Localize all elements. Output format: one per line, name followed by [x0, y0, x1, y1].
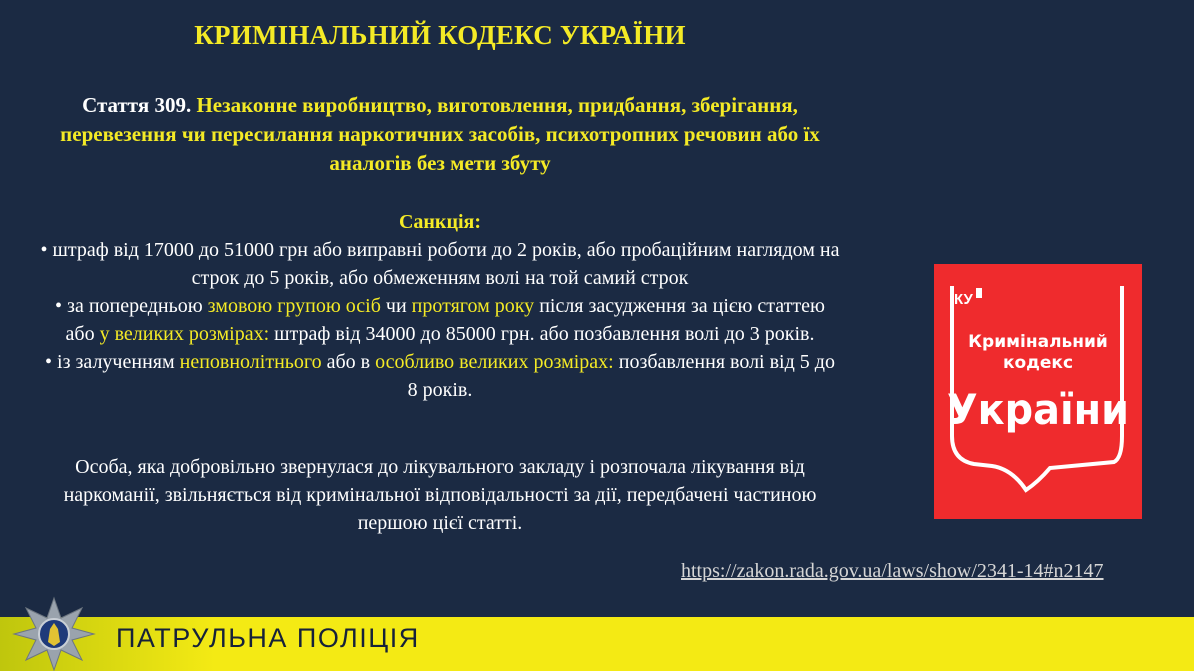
sanction-item-1: • штраф від 17000 до 51000 грн або виправні роботи до 2 років, або пробаційним наглядом на строк до 5 років, або обмеженням волі на той самий строк	[40, 239, 840, 289]
sanction-item-2-text: після засудження за цією статтею або	[65, 295, 825, 345]
book-title-line-3: України	[947, 385, 1129, 434]
footer-label: ПАТРУЛЬНА ПОЛІЦІЯ	[116, 623, 420, 653]
sanction-item-2	[40, 292, 840, 348]
book-logo-icon	[976, 288, 982, 298]
book-title-line-2: кодекс	[1002, 353, 1074, 373]
sanction-item-2-text: штраф від 34000 до 85000 грн. або позбавлення волі до 3 років.	[269, 323, 815, 345]
sanction-item-3-text: або в	[321, 351, 376, 373]
sanction-title: Санкція:	[398, 211, 482, 233]
sanction-item-2-text: • за попередньою	[55, 295, 208, 317]
sanction-highlight: особливо великих розмірах:	[375, 351, 614, 373]
book-cover-graphic	[934, 264, 1142, 519]
sanction-item-3-text: позбавлення волі від 5 до 8 років.	[407, 351, 835, 401]
sanction-item-3-text: • із залученням	[45, 351, 180, 373]
sanction-highlight: неповнолітнього	[179, 351, 322, 373]
source-link[interactable]: https://zakon.rada.gov.ua/laws/show/2341-14#n2147	[681, 560, 1104, 582]
article-number: Стаття 309.	[82, 93, 192, 117]
sanction-highlight: змовою групою осіб	[207, 295, 381, 317]
sanction-item-2-text: чи	[380, 295, 412, 317]
article-heading	[40, 91, 840, 178]
sanction-highlight: у великих розмірах:	[99, 323, 270, 345]
book-title-line-1: Кримінальний	[968, 332, 1108, 352]
sanction-highlight: протягом року	[411, 295, 535, 317]
exemption-note: Особа, яка добровільно звернулася до лікувального закладу і розпочала лікування від наркоманії, звільняється від кримінальної відповідальності за дії, передбачені частиною першою цієї статті.	[63, 456, 817, 534]
sanction-item-3	[40, 348, 840, 404]
book-logo: КУ	[954, 291, 973, 308]
article-name: Незаконне виробництво, виготовлення, придбання, зберігання, перевезення чи пересилання наркотичних засобів, психотропних речовин або їх аналогів без мети збуту	[60, 93, 820, 175]
police-star-icon	[12, 596, 96, 671]
sanction-block	[40, 208, 840, 404]
page-title: КРИМІНАЛЬНИЙ КОДЕКС УКРАЇНИ	[194, 20, 686, 50]
criminal-code-book-cover	[934, 264, 1142, 519]
